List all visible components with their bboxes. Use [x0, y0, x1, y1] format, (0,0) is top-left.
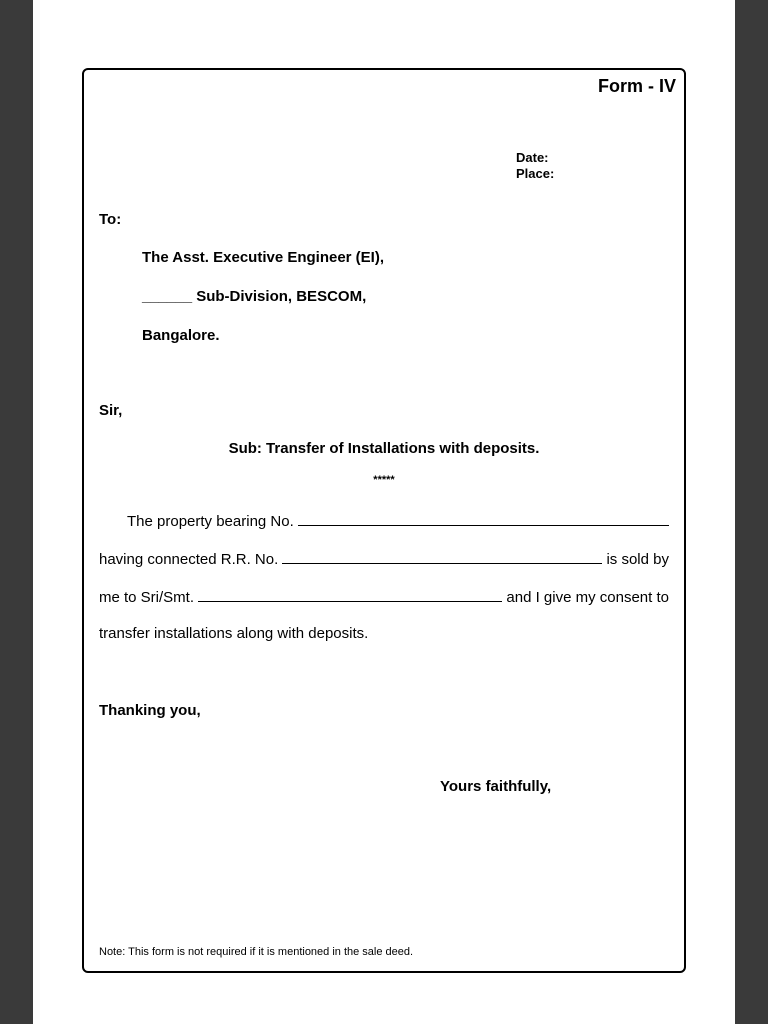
date-label: Date:: [516, 150, 549, 165]
buyer-name-blank[interactable]: [198, 587, 502, 602]
form-title: Form - IV: [597, 76, 676, 96]
consent-text: and I give my consent to: [506, 589, 669, 606]
body-line-1: [99, 511, 669, 530]
signoff-text: Yours faithfully,: [440, 778, 552, 795]
salutation: Sir,: [99, 402, 123, 419]
address-line-2: ______ Sub-Division, BESCOM,: [142, 288, 367, 305]
closing-text: Thanking you,: [99, 702, 201, 719]
property-label: The property bearing No.: [127, 513, 294, 530]
to-label: To:: [99, 211, 122, 228]
body-line-2: [99, 549, 669, 568]
address-line-3: Bangalore.: [142, 327, 220, 344]
buyer-label: me to Sri/Smt.: [99, 589, 195, 606]
transfer-text: transfer installations along with deposits.: [99, 625, 369, 642]
rr-number-label: having connected R.R. No.: [99, 551, 279, 568]
form-iv-box: [82, 68, 686, 973]
property-number-blank[interactable]: [298, 511, 669, 526]
footer-note: Note: This form is not required if it is mentioned in the sale deed.: [99, 946, 414, 958]
address-line-1: The Asst. Executive Engineer (EI),: [142, 249, 385, 266]
body-line-4: [99, 625, 669, 642]
subject-line: Sub: Transfer of Installations with deposits.: [228, 440, 540, 457]
separator-stars: *****: [373, 474, 395, 486]
sold-by-text: is sold by: [606, 551, 669, 568]
place-label: Place:: [516, 166, 555, 181]
rr-number-blank[interactable]: [282, 549, 602, 564]
body-line-3: [99, 587, 669, 606]
